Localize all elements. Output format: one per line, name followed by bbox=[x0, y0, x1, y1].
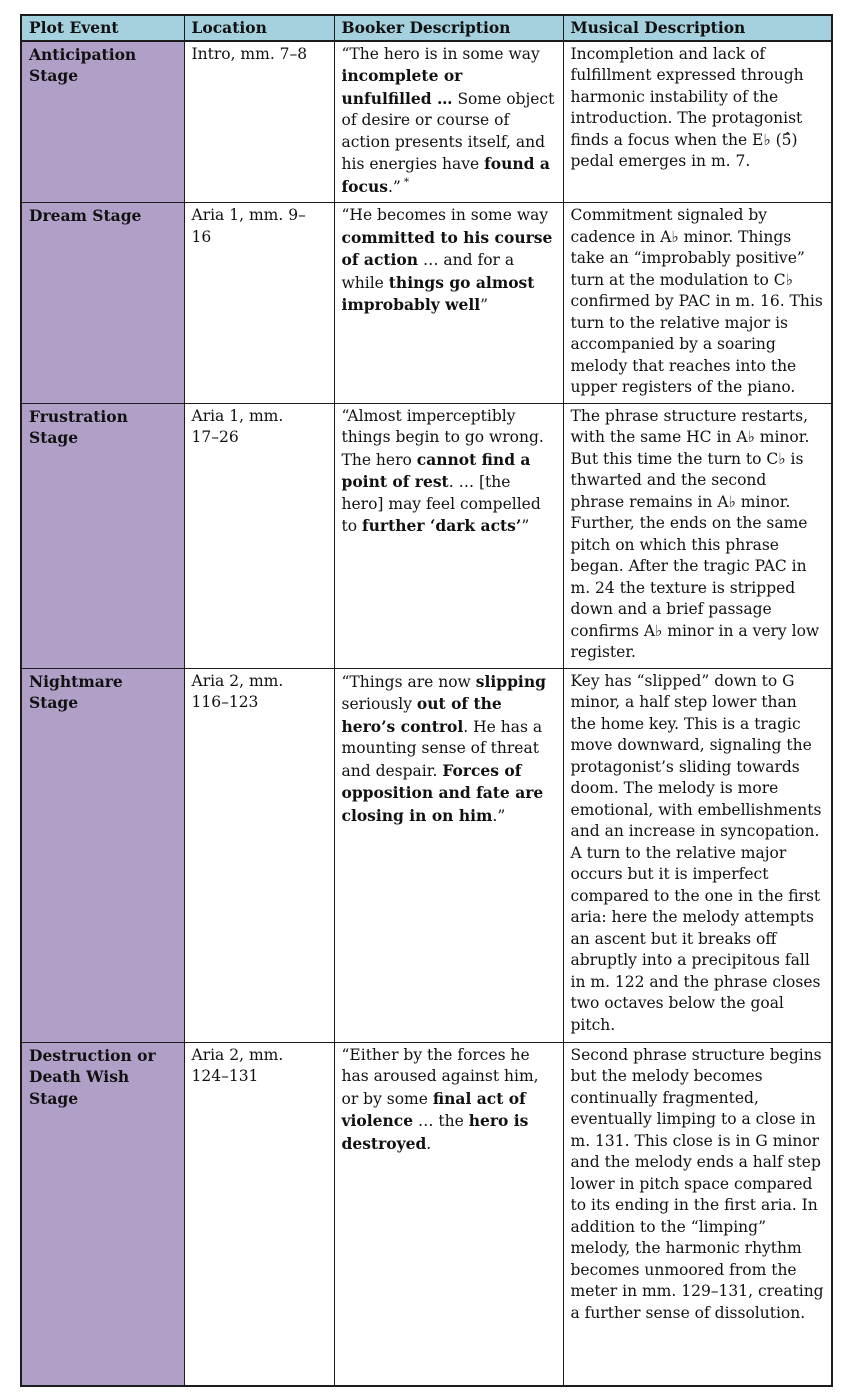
table-body bbox=[21, 41, 832, 1387]
text: Key has “slipped” down to G minor, a half step lower than the home key. This is a tragic move downward, signaling the protagonist’s sliding towards doom. The melody is more emotional, with embellishments and an increase in syncopation. A turn to the relative major occurs but it is imperfect compared to the one in the first aria: here the melody attempts an ascent but it breaks off abruptly into a precipitous fall in m. 122 and the phrase closes two octaves below the goal pitch. bbox=[570, 671, 822, 1034]
musical-description-cell bbox=[563, 203, 832, 404]
bold-text: cannot find a point of rest bbox=[341, 449, 531, 491]
text: . bbox=[426, 1134, 432, 1153]
text: ” bbox=[480, 296, 489, 314]
location-cell: Aria 1, mm. 9–16 bbox=[184, 203, 334, 404]
bold-text: hero is destroyed bbox=[341, 1111, 529, 1153]
stage-cell: Dream Stage bbox=[21, 203, 184, 404]
musical-description-cell bbox=[563, 403, 832, 668]
header-location: Location bbox=[184, 15, 334, 41]
stage-cell: Destruction or Death Wish Stage bbox=[21, 1042, 184, 1386]
text: Second phrase structure begins but the melody becomes continually fragmented, eventually limping to a close in m. 131. This close is in G minor and the melody ends a half step lower in pitch space compared to its ending in the first aria. In addition to the “limping” melody, the harmonic rhythm becomes unmoored from the meter in mm. 129–131, creating a further sense of dissolution. bbox=[570, 1045, 824, 1322]
location-cell: Intro, mm. 7–8 bbox=[184, 41, 334, 203]
location-cell: Aria 2, mm. 124–131 bbox=[184, 1042, 334, 1386]
bold-text: out of the hero’s control bbox=[341, 694, 502, 736]
table-row bbox=[21, 403, 832, 668]
bold-text: committed to his course of action bbox=[341, 227, 553, 269]
bold-text: final act of violence bbox=[341, 1088, 526, 1130]
musical-description-cell bbox=[563, 1042, 832, 1386]
booker-description-cell bbox=[334, 1042, 563, 1386]
location-cell: Aria 2, mm. 116–123 bbox=[184, 668, 334, 1042]
text: … and for a while bbox=[341, 251, 515, 292]
table-row bbox=[21, 41, 832, 203]
text: ” bbox=[521, 517, 530, 535]
text: .” bbox=[492, 806, 506, 825]
text: Some object of desire or course of action presents itself, and his energies have bbox=[341, 89, 555, 173]
text: Incompletion and lack of fulfillment expressed through harmonic instability of the introduction. The protagonist finds a focus when the E♭ (5̂) pedal emerges in m. 7. bbox=[570, 44, 804, 170]
booker-description-cell bbox=[334, 403, 563, 668]
stage-cell: Frustration Stage bbox=[21, 403, 184, 668]
header-row bbox=[21, 15, 832, 41]
bold-text: slipping bbox=[475, 671, 546, 691]
table-row bbox=[21, 668, 832, 1042]
text: . … [the hero] may feel compelled to bbox=[341, 473, 541, 535]
footnote-marker: * bbox=[403, 176, 410, 189]
stage-cell: Anticipation Stage bbox=[21, 41, 184, 203]
text: “Almost imperceptibly things begin to go wrong. The hero bbox=[341, 406, 544, 469]
booker-description-cell bbox=[334, 41, 563, 203]
booker-description-cell bbox=[334, 203, 563, 404]
text: “Either by the forces he has aroused against him, or by some bbox=[341, 1045, 539, 1108]
stage-cell: Nightmare Stage bbox=[21, 668, 184, 1042]
bold-text: found a focus bbox=[341, 154, 550, 196]
bold-text: things go almost improbably well bbox=[341, 272, 535, 314]
text: .” bbox=[387, 177, 401, 196]
table-row bbox=[21, 1042, 832, 1386]
text: seriously bbox=[341, 695, 417, 713]
header-plot-event: Plot Event bbox=[21, 15, 184, 41]
musical-description-cell bbox=[563, 668, 832, 1042]
text: . He has a mounting sense of threat and despair. bbox=[341, 717, 543, 780]
header-booker-description: Booker Description bbox=[334, 15, 563, 41]
text: “Things are now bbox=[341, 672, 476, 691]
plot-stages-table bbox=[20, 14, 833, 1387]
header-musical-description: Musical Description bbox=[563, 15, 832, 41]
location-cell: Aria 1, mm. 17–26 bbox=[184, 403, 334, 668]
table-row bbox=[21, 203, 832, 404]
text: “He becomes in some way bbox=[341, 206, 549, 224]
booker-description-cell bbox=[334, 668, 563, 1042]
bold-text: Forces of opposition and fate are closing in on him bbox=[341, 760, 544, 825]
text: “The hero is in some way bbox=[341, 44, 540, 63]
text: Commitment signaled by cadence in A♭ minor. Things take an “improbably positive” turn at the modulation to C♭ confirmed by PAC in m. 16. This turn to the relative major is accompanied by a soaring melody that reaches into the upper registers of the piano. bbox=[570, 206, 823, 396]
musical-description-cell bbox=[563, 41, 832, 203]
text: The phrase structure restarts, with the same HC in A♭ minor. But this time the turn to C♭ is thwarted and the second phrase remains in A♭ minor. Further, the ends on the same pitch on which this phrase began. After the tragic PAC in m. 24 the texture is stripped down and a brief passage confirms A♭ minor in a very low register. bbox=[570, 406, 820, 661]
text: … the bbox=[413, 1112, 469, 1130]
bold-text: incomplete or unfulfilled … bbox=[341, 66, 463, 108]
bold-text: further ‘dark acts’ bbox=[362, 516, 522, 535]
